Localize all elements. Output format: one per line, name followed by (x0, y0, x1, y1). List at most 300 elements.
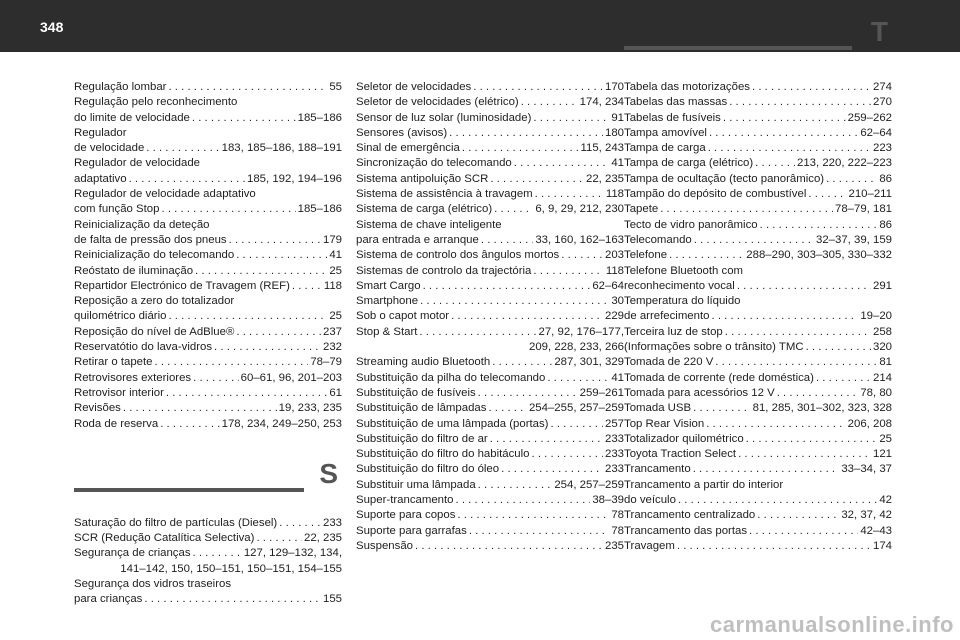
entry-term: Substituição da pilha do telecomando (356, 371, 547, 386)
index-entry (74, 264, 342, 279)
dot-leader (490, 432, 603, 447)
index-entry (356, 386, 624, 401)
index-entry (74, 95, 342, 110)
dot-leader (236, 325, 321, 340)
index-entry (624, 156, 892, 171)
index-entry (624, 417, 892, 432)
entry-pages: 22, 235 (303, 532, 342, 545)
entry-pages: 274 (872, 81, 892, 93)
dot-leader (478, 478, 553, 493)
dot-leader (478, 386, 578, 401)
index-entry (624, 355, 892, 370)
index-entry (624, 371, 892, 386)
dot-leader (123, 401, 277, 416)
entry-term: Reposição a zero do totalizador (74, 294, 236, 309)
index-entry (624, 478, 892, 493)
entry-pages: 180 (604, 126, 624, 139)
entry-pages: 91 (611, 111, 624, 124)
index-entry (74, 592, 342, 607)
dot-leader (723, 111, 846, 126)
entry-pages: 270 (872, 96, 892, 109)
index-entry (624, 524, 892, 539)
entry-term: Tapete (624, 202, 660, 217)
dot-leader (550, 417, 603, 432)
dot-leader (737, 279, 871, 294)
dot-leader (660, 202, 833, 217)
index-entry (74, 202, 342, 217)
index-entry (624, 294, 892, 309)
index-entry (356, 95, 624, 110)
dot-leader (160, 417, 219, 432)
watermark: carmanualsonline.info (710, 612, 954, 637)
entry-pages: 233 (604, 463, 624, 476)
index-entry (74, 248, 342, 263)
entry-term: Substituição de lâmpadas (356, 401, 488, 416)
dot-leader (826, 172, 877, 187)
dot-leader (678, 493, 877, 508)
entry-term: Retrovisor interior (74, 386, 166, 401)
dot-leader (777, 386, 859, 401)
entry-pages: 209, 228, 233, 266 (528, 341, 624, 354)
section-divider (74, 488, 304, 492)
entry-term: Sinal de emergência (356, 141, 462, 156)
entry-pages: 78 (611, 524, 624, 537)
entry-term: Tampa de carga (elétrico) (624, 156, 755, 171)
dot-leader (462, 141, 579, 156)
entry-term: Reóstato de iluminação (74, 264, 195, 279)
entry-term: Tampa de carga (624, 141, 708, 156)
entry-term: Telecomando (624, 233, 694, 248)
index-entry (624, 141, 892, 156)
index-entry (356, 401, 624, 416)
index-column-1 (74, 80, 342, 608)
entry-pages: 185–186 (297, 111, 342, 124)
entry-term: Terceira luz de stop (624, 325, 725, 340)
dot-leader (146, 141, 219, 156)
dot-leader (738, 447, 871, 462)
index-entry (356, 524, 624, 539)
dot-leader (494, 202, 533, 217)
entry-term: SCR (Redução Catalítica Selectiva) (74, 531, 256, 546)
index-entry (74, 141, 342, 156)
entry-term: Suporte para garrafas (356, 524, 469, 539)
dot-leader (709, 126, 858, 141)
entry-term: Tomada de 220 V (624, 355, 715, 370)
entry-pages: 178, 234, 249–250, 253 (221, 417, 342, 430)
entry-term: Sistema de controlo dos ângulos mortos (356, 248, 561, 263)
entry-pages: 232 (322, 341, 342, 354)
entry-pages: 118 (323, 279, 342, 292)
index-entry (356, 111, 624, 126)
entry-term: Roda de reserva (74, 417, 160, 432)
entry-pages: 237 (322, 325, 342, 338)
dot-leader (693, 401, 751, 416)
entry-term: reconhecimento vocal (624, 279, 737, 294)
entry-pages: 41 (329, 249, 342, 262)
dot-leader (492, 355, 552, 370)
dot-leader (292, 279, 322, 294)
entry-term: Reservatótio do lava-vidros (74, 340, 214, 355)
dot-leader (449, 126, 603, 141)
entry-pages: 179 (322, 233, 342, 246)
dot-leader (749, 524, 858, 539)
index-entry (624, 202, 892, 217)
entry-pages: 170 (604, 81, 624, 93)
dot-leader (746, 432, 878, 447)
entry-pages: 141–142, 150, 150–151, 150–151, 154–155 (120, 562, 342, 575)
index-entry (624, 126, 892, 141)
index-entry (624, 233, 892, 248)
entry-pages: 38–39 (592, 494, 624, 507)
index-entry (356, 493, 624, 508)
entry-pages: 229 (604, 310, 624, 323)
entry-pages: 81 (879, 356, 892, 369)
entry-pages: 19–20 (860, 310, 892, 323)
entry-term: Segurança de crianças (74, 546, 193, 561)
index-entry (624, 264, 892, 279)
index-entry (356, 309, 624, 324)
dot-leader (193, 371, 239, 386)
entry-term: Tabela das motorizações (624, 80, 752, 95)
entry-pages: 55 (329, 81, 342, 93)
entry-pages: 320 (872, 341, 892, 354)
dot-leader (752, 80, 871, 95)
index-entry (356, 432, 624, 447)
entry-pages: 115, 243 (580, 142, 624, 155)
entry-pages: 25 (879, 432, 892, 445)
entry-term: do limite de velocidade (74, 111, 192, 126)
dot-leader (236, 248, 327, 263)
index-entry (74, 126, 342, 141)
dot-leader (473, 80, 603, 95)
entry-term: Suspensão (356, 539, 415, 554)
index-entry (74, 386, 342, 401)
entry-term: Tampão do depósito de combustível (624, 187, 808, 202)
dot-leader (456, 493, 591, 508)
entry-term: Retirar o tapete (74, 355, 155, 370)
dot-leader (168, 309, 327, 324)
index-entry (624, 508, 892, 523)
entry-term: Smart Cargo (356, 279, 423, 294)
index-entry (74, 156, 342, 171)
index-entry (356, 340, 624, 355)
entry-term: Sensores (avisos) (356, 126, 449, 141)
dot-leader (693, 462, 840, 477)
entry-term: Telefone Bluetooth com (624, 264, 745, 279)
entry-term: Smartphone (356, 294, 420, 309)
index-entry (624, 462, 892, 477)
entry-term: Tabelas das massas (624, 95, 729, 110)
index-entry (74, 531, 342, 546)
entry-pages: 30 (611, 295, 624, 308)
entry-term: Totalizador quilométrico (624, 432, 746, 447)
entry-term: Tomada de corrente (rede doméstica) (624, 371, 816, 386)
index-entry (74, 218, 342, 233)
dot-leader (694, 233, 814, 248)
entry-term: Tampa amovível (624, 126, 709, 141)
entry-term: Stop & Start (356, 325, 419, 340)
index-entry (356, 355, 624, 370)
entry-pages: 233 (604, 448, 624, 461)
dot-leader (501, 462, 603, 477)
entry-term: de falta de pressão dos pneus (74, 233, 229, 248)
index-entry (356, 508, 624, 523)
dot-leader (806, 340, 871, 355)
entry-term: Trancamento centralizado (624, 508, 757, 523)
section-header-t (624, 16, 892, 80)
index-list-t (624, 80, 892, 554)
dot-leader (129, 172, 245, 187)
entry-term: Regulador de velocidade adaptativo (74, 187, 258, 202)
entry-term: Substituição do filtro do óleo (356, 462, 501, 477)
entry-term: Telefone (624, 248, 669, 263)
dot-leader (168, 80, 327, 95)
entry-pages: 41 (611, 157, 624, 170)
dot-leader (757, 508, 839, 523)
dot-leader (816, 371, 871, 386)
section-divider (624, 46, 852, 50)
entry-pages: 19, 233, 235 (278, 402, 342, 415)
index-entry (74, 546, 342, 561)
dot-leader (457, 508, 609, 523)
entry-term: Reposição do nível de AdBlue® (74, 325, 236, 340)
index-list-r (74, 80, 342, 432)
entry-pages: 291 (872, 279, 892, 292)
entry-term: Top Rear Vision (624, 417, 706, 432)
index-entry (74, 355, 342, 370)
entry-pages: 78, 80 (860, 386, 892, 399)
entry-pages: 22, 235 (585, 172, 624, 185)
entry-pages: 155 (322, 593, 342, 606)
index-entry (356, 447, 624, 462)
page-number: 348 (40, 19, 64, 35)
dot-leader (755, 156, 795, 171)
index-entry (624, 111, 892, 126)
entry-term: Substituição do filtro de ar (356, 432, 490, 447)
entry-term: Sistema de carga (elétrico) (356, 202, 494, 217)
entry-pages: 78–79 (310, 356, 342, 369)
index-entry (624, 401, 892, 416)
index-entry (356, 462, 624, 477)
entry-pages: 254–255, 257–259 (528, 402, 624, 415)
entry-pages: 185–186 (297, 203, 342, 216)
index-entry (74, 371, 342, 386)
entry-pages: 33–34, 37 (841, 463, 892, 476)
entry-term: Sistemas de controlo da trajectória (356, 264, 533, 279)
entry-pages: 235 (604, 539, 624, 552)
entry-term: Sob o capot motor (356, 309, 451, 324)
index-entry (74, 309, 342, 324)
entry-pages: 86 (879, 218, 892, 231)
entry-pages: 258 (872, 325, 892, 338)
entry-pages: 62–64 (860, 126, 892, 139)
index-entry (356, 218, 624, 233)
entry-pages: 118 (605, 188, 624, 201)
dot-leader (144, 592, 321, 607)
index-entry (74, 417, 342, 432)
entry-term: adaptativo (74, 172, 129, 187)
entry-term: Substituição de uma lâmpada (portas) (356, 417, 550, 432)
entry-pages: 287, 301, 329 (554, 356, 624, 369)
dot-leader (415, 539, 603, 554)
index-entry (624, 493, 892, 508)
index-entry (624, 248, 892, 263)
index-entry (624, 187, 892, 202)
dot-leader (677, 539, 871, 554)
entry-term: Toyota Traction Select (624, 447, 738, 462)
index-entry (74, 187, 342, 202)
index-column-2 (356, 80, 624, 554)
dot-leader (706, 417, 845, 432)
entry-term: Sistema de assistência à travagem (356, 187, 535, 202)
entry-pages: 121 (872, 448, 892, 461)
entry-pages: 259–261 (579, 386, 624, 399)
dot-leader (514, 156, 610, 171)
entry-pages: 33, 160, 162–163 (535, 233, 624, 246)
entry-term: Tomada para acessórios 12 V (624, 386, 777, 401)
index-column-3 (624, 16, 892, 554)
index-entry (356, 233, 624, 248)
index-entry (624, 172, 892, 187)
index-entry (356, 325, 624, 340)
entry-pages: 61 (329, 386, 342, 399)
index-entry (356, 80, 624, 95)
dot-leader (669, 248, 744, 263)
entry-term: Sincronização do telecomando (356, 156, 514, 171)
index-entry (74, 111, 342, 126)
index-list-s-continued (356, 80, 624, 554)
entry-pages: 210–211 (848, 188, 892, 201)
index-entry (356, 279, 624, 294)
entry-term: Suporte para copos (356, 508, 457, 523)
index-entry (356, 187, 624, 202)
index-entry (74, 233, 342, 248)
entry-pages: 233 (604, 432, 624, 445)
index-entry (624, 325, 892, 340)
entry-term: Retrovisores exteriores (74, 371, 193, 386)
dot-leader (533, 264, 603, 279)
index-entry (356, 126, 624, 141)
dot-leader (195, 264, 327, 279)
dot-leader (488, 401, 527, 416)
dot-leader (419, 325, 536, 340)
dot-leader (521, 95, 578, 110)
dot-leader (192, 111, 296, 126)
index-entry (356, 294, 624, 309)
entry-pages: 257 (604, 417, 624, 430)
entry-pages: 174 (872, 539, 892, 552)
index-entry (74, 325, 342, 340)
index-entry (356, 478, 624, 493)
entry-pages: 42–43 (860, 524, 892, 537)
dot-leader (561, 248, 603, 263)
dot-leader (279, 516, 321, 531)
entry-pages: 60–61, 96, 201–203 (240, 371, 342, 384)
entry-term: Seletor de velocidades (elétrico) (356, 95, 521, 110)
dot-leader (469, 524, 610, 539)
index-entry (624, 95, 892, 110)
entry-pages: 127, 129–132, 134, (243, 547, 342, 560)
dot-leader (760, 218, 878, 233)
dot-leader (481, 233, 533, 248)
entry-term: para crianças (74, 592, 144, 607)
entry-pages: 42 (879, 494, 892, 507)
entry-term: para entrada e arranque (356, 233, 481, 248)
dot-leader (256, 531, 302, 546)
dot-leader (711, 309, 858, 324)
index-entry (624, 539, 892, 554)
entry-term: de arrefecimento (624, 309, 711, 324)
index-entry (624, 279, 892, 294)
entry-term: Substituição de fusíveis (356, 386, 478, 401)
index-entry (74, 516, 342, 531)
index-entry (624, 340, 892, 355)
entry-pages: 32–37, 39, 159 (815, 233, 892, 246)
dot-leader (166, 386, 327, 401)
entry-pages: 214 (872, 371, 892, 384)
dot-leader (547, 371, 609, 386)
entry-term: Reinicialização do telecomando (74, 248, 236, 263)
entry-pages: 259–262 (847, 111, 892, 124)
entry-pages: 25 (329, 310, 342, 323)
index-entry (356, 172, 624, 187)
entry-term: Seletor de velocidades (356, 80, 473, 95)
entry-term: Super-trancamento (356, 493, 456, 508)
index-entry (624, 218, 892, 233)
dot-leader (214, 340, 321, 355)
index-entry (356, 156, 624, 171)
entry-term: de velocidade (74, 141, 146, 156)
entry-pages: 32, 37, 42 (841, 509, 892, 522)
entry-term: Sensor de luz solar (luminosidade) (356, 111, 533, 126)
entry-pages: 62–64 (592, 279, 624, 292)
entry-pages: 185, 192, 194–196 (246, 172, 342, 185)
index-entry (74, 340, 342, 355)
index-entry (74, 294, 342, 309)
index-entry (624, 309, 892, 324)
entry-term: Temperatura do líquido (624, 294, 743, 309)
index-list-s (74, 516, 342, 608)
entry-term: Regulador (74, 126, 129, 141)
entry-term: Revisões (74, 401, 123, 416)
entry-pages: 223 (872, 142, 892, 155)
dot-leader (715, 355, 877, 370)
dot-leader (533, 111, 609, 126)
dot-leader (423, 279, 591, 294)
entry-pages: 288–290, 303–305, 330–332 (746, 249, 892, 262)
dot-leader (155, 355, 309, 370)
entry-term: Tabelas de fusíveis (624, 111, 723, 126)
index-entry (74, 279, 342, 294)
section-letter: S (319, 457, 338, 489)
index-entry (356, 248, 624, 263)
index-entry (624, 386, 892, 401)
index-entry (74, 80, 342, 95)
entry-term: Tecto de vidro panorâmico (624, 218, 760, 233)
dot-leader (451, 309, 603, 324)
entry-term: Sistema antipoluição SCR (356, 172, 490, 187)
entry-term: (Informações sobre o trânsito) TMC (624, 340, 806, 355)
entry-term: Sistema de chave inteligente (356, 218, 504, 233)
entry-term: com função Stop (74, 202, 161, 217)
index-entry (74, 172, 342, 187)
entry-pages: 6, 9, 29, 212, 230 (535, 203, 624, 216)
dot-leader (808, 187, 846, 202)
entry-term: Travagem (624, 539, 677, 554)
entry-pages: 86 (879, 172, 892, 185)
index-entry (74, 577, 342, 592)
index-entry (356, 202, 624, 217)
